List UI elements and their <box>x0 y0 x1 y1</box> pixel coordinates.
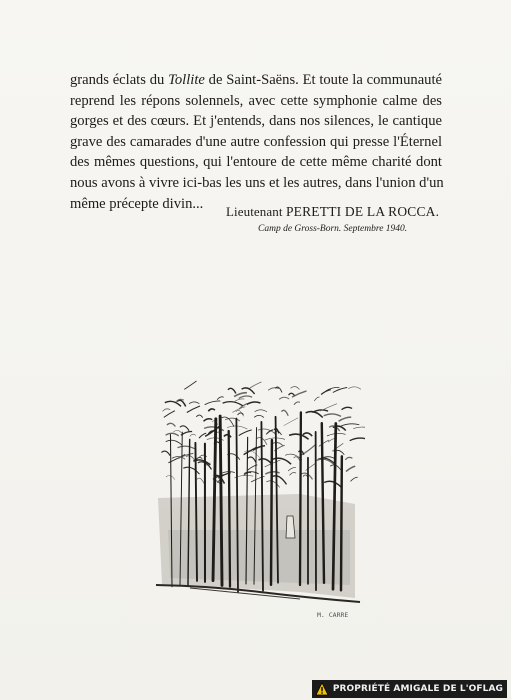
sketch-artist-signature: M. CARRE <box>317 611 349 619</box>
warning-triangle-icon <box>315 682 329 696</box>
canopy-stroke <box>255 410 268 412</box>
canopy-stroke <box>353 427 365 430</box>
canopy-stroke <box>265 438 285 440</box>
text-line: nous avons à vivre ici-bas les uns et les autres, dans l'union d'un <box>70 174 444 191</box>
place-date: Camp de Gross-Born. Septembre 1940. <box>258 224 408 234</box>
canopy-stroke <box>289 434 309 439</box>
canopy-stroke <box>217 397 224 400</box>
canopy-stroke <box>292 391 307 397</box>
canopy-stroke <box>279 397 289 399</box>
canopy-stroke <box>190 434 196 436</box>
canopy-stroke <box>224 435 231 438</box>
canopy-stroke <box>320 404 337 411</box>
text-line: reprend les répons solennels, avec cette symphonie calme des <box>70 92 442 109</box>
canopy-stroke <box>228 388 236 393</box>
canopy-stroke <box>161 451 170 456</box>
canopy-stroke <box>187 406 200 413</box>
canopy-stroke <box>272 442 283 445</box>
canopy-stroke <box>183 467 199 474</box>
canopy-stroke <box>254 415 264 417</box>
canopy-stroke <box>249 382 261 388</box>
canopy-stroke <box>167 423 176 426</box>
text-line: même précepte divin... <box>70 195 204 212</box>
canopy-stroke <box>339 417 352 421</box>
canopy-stroke <box>281 410 288 416</box>
canopy-stroke <box>180 426 189 431</box>
canopy-stroke <box>321 390 331 395</box>
canopy-stroke <box>205 401 221 405</box>
canopy-stroke <box>290 473 297 476</box>
ownership-label: PROPRIÉTÉ AMIGALE DE L'OFLAG <box>332 684 503 694</box>
canopy-stroke <box>234 399 245 402</box>
canopy-stroke <box>301 473 313 479</box>
author-name: PERETTI DE LA ROCCA. <box>285 204 440 219</box>
canopy-stroke <box>319 440 329 446</box>
canopy-stroke <box>266 481 279 488</box>
canopy-stroke <box>289 393 295 395</box>
canopy-stroke <box>348 387 361 389</box>
canopy-stroke <box>288 468 296 471</box>
tree-trunk <box>300 412 301 585</box>
canopy-stroke <box>196 415 202 418</box>
canopy-stroke <box>346 466 355 471</box>
canopy-stroke <box>268 388 279 391</box>
canopy-stroke <box>184 381 196 389</box>
sketch-figure <box>286 516 295 538</box>
canopy-stroke <box>272 476 287 485</box>
author-signature <box>226 204 439 220</box>
canopy-stroke <box>306 412 323 418</box>
canopy-stroke <box>247 402 261 404</box>
canopy-stroke <box>259 459 273 465</box>
body-paragraph <box>70 70 442 214</box>
tree-trunk <box>229 431 230 587</box>
canopy-stroke <box>275 387 282 393</box>
text-line: des mêmes questions, qui l'entoure de cette même charité dont <box>70 154 442 171</box>
canopy-stroke <box>239 430 252 436</box>
canopy-stroke <box>316 459 334 464</box>
canopy-stroke <box>223 402 243 406</box>
ownership-badge <box>312 680 507 698</box>
work-title: Tollite <box>168 72 205 88</box>
canopy-stroke <box>291 387 300 390</box>
canopy-stroke <box>248 457 256 463</box>
canopy-stroke <box>178 446 197 450</box>
canopy-stroke <box>324 414 341 416</box>
canopy-stroke <box>166 440 182 445</box>
canopy-stroke <box>165 401 181 406</box>
canopy-stroke <box>173 430 181 433</box>
canopy-stroke <box>284 418 298 426</box>
canopy-stroke <box>208 409 215 411</box>
canopy-stroke <box>350 438 365 441</box>
text-line: grands éclats du Tollite de Saint-Saëns. Et toute la communauté <box>70 72 442 88</box>
canopy-stroke <box>314 397 319 401</box>
canopy-stroke <box>197 478 204 483</box>
pine-forest-sketch <box>150 380 365 620</box>
canopy-stroke <box>164 411 175 418</box>
canopy-stroke <box>324 481 342 487</box>
tree-trunk <box>220 416 222 585</box>
canopy-stroke <box>225 418 240 421</box>
canopy-stroke <box>239 396 252 398</box>
canopy-stroke <box>351 477 358 481</box>
canopy-stroke <box>272 458 291 464</box>
canopy-stroke <box>166 433 179 436</box>
canopy-stroke <box>342 407 353 409</box>
text-line: grave des camarades d'une autre confession qui presse l'Éternel <box>70 133 442 150</box>
canopy-stroke <box>204 419 213 422</box>
canopy-stroke <box>345 457 352 459</box>
canopy-stroke <box>340 424 359 427</box>
canopy-stroke <box>189 402 199 404</box>
canopy-stroke <box>233 407 246 413</box>
canopy-stroke <box>294 402 300 405</box>
tree-trunk <box>271 440 272 585</box>
tree-trunk <box>341 456 342 590</box>
author-rank: Lieutenant <box>226 204 283 219</box>
text-line: gorges et des cœurs. Et j'entends, dans nos silences, le cantique <box>70 113 442 130</box>
canopy-stroke <box>166 475 175 479</box>
canopy-stroke <box>333 388 347 393</box>
canopy-stroke <box>163 409 171 411</box>
